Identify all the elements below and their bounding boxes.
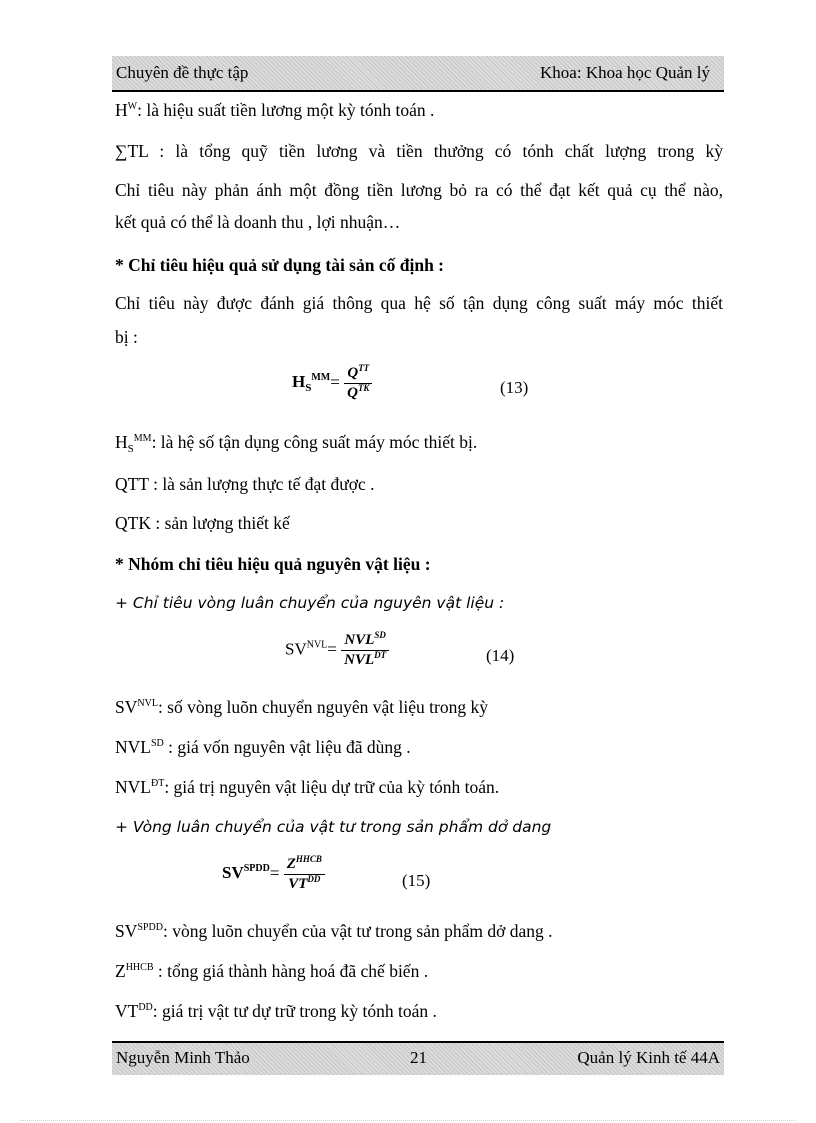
formula-14: $SV^{NVL}=$ $\frac{NVL^{SD}}{NVL^{DT}}$	[285, 632, 389, 669]
subheading-material-turnover: + Chỉ tiêu vòng luân chuyển của nguyên vật liệu :	[115, 594, 505, 612]
fraction-15: $\frac{Z^{HHCB}}{VT^{DD}}$	[284, 856, 325, 893]
definition-hs-mm: $H_S^{MM}$: là hệ số tận dụng công suất máy móc thiết bị.	[115, 432, 478, 455]
definition-nvl-sd: $NVL^{SD}$ : giá vốn nguyên vật liệu đã dùng .	[115, 737, 411, 757]
page-header	[112, 56, 724, 92]
definition-vt-dd: $VT^{DD}$: giá trị vật tư dự trữ trong kỳ tónh toán .	[115, 1001, 437, 1021]
subheading-wip-turnover: + Vòng luân chuyển của vật tư trong sản phẩm dở dang	[115, 818, 552, 836]
fraction-13: $\frac{Q^{TT}}{Q^{TK}}$	[344, 365, 372, 402]
paragraph-line-3: Chỉ tiêu này được đánh giá thông qua hệ số tận dụng công suất máy móc thiết	[115, 293, 723, 313]
definition-hw: $H^W$: là hiệu suất tiền lương một kỳ tónh toán .	[115, 100, 435, 120]
definition-sum-tl: ∑TL : là tổng quỹ tiền lương và tiền thưởng có tónh chất lượng trong kỳ	[115, 141, 723, 161]
definition-qtk: QTK : sản lượng thiết kế	[115, 513, 290, 533]
header-title-left: Chuyên đề thực tập	[116, 63, 249, 82]
footer-class: Quản lý Kinh tế 44A	[577, 1048, 720, 1067]
definition-sv-spdd: $SV^{SPDD}$: vòng luõn chuyển của vật tư trong sản phẩm dở dang .	[115, 921, 553, 941]
definition-sv-nvl: $SV^{NVL}$: số vòng luõn chuyển nguyên vật liệu trong kỳ	[115, 697, 488, 717]
paragraph-line-2: kết quả có thể là doanh thu , lợi nhuận…	[115, 212, 401, 232]
formula-13: $H_S^{MM}=$ $\frac{Q^{TT}}{Q^{TK}}$	[292, 365, 372, 402]
section-heading-fixed-assets: * Chỉ tiêu hiệu quả sử dụng tài sản cố định :	[115, 255, 445, 275]
formula-15: $SV^{SPDD}=$ $\frac{Z^{HHCB}}{VT^{DD}}$	[222, 856, 325, 893]
fraction-14: $\frac{NVL^{SD}}{NVL^{DT}}$	[341, 632, 389, 669]
equation-number-13: (13)	[500, 378, 529, 397]
page-bottom-divider	[20, 1120, 796, 1121]
paragraph-line-4: bị :	[115, 327, 138, 347]
paragraph-line-1: Chỉ tiêu này phản ánh một đồng tiền lương bỏ ra có thể đạt kết quả cụ thể nào,	[115, 180, 723, 200]
definition-qtt: QTT : là sản lượng thực tế đạt được .	[115, 474, 375, 494]
footer-author: Nguyễn Minh Thảo	[116, 1048, 250, 1067]
section-heading-materials: * Nhóm chỉ tiêu hiệu quả nguyên vật liệu :	[115, 554, 431, 574]
header-title-right: Khoa: Khoa học Quản lý	[540, 63, 710, 82]
page-footer	[112, 1041, 724, 1075]
definition-z-hhcb: $Z^{HHCB}$ : tổng giá thành hàng hoá đã chế biến .	[115, 961, 429, 981]
equation-number-14: (14)	[486, 646, 515, 665]
page-number: 21	[410, 1048, 427, 1067]
equation-number-15: (15)	[402, 871, 431, 890]
definition-nvl-dt: $NVL^{ĐT}$: giá trị nguyên vật liệu dự trữ của kỳ tónh toán.	[115, 777, 500, 797]
